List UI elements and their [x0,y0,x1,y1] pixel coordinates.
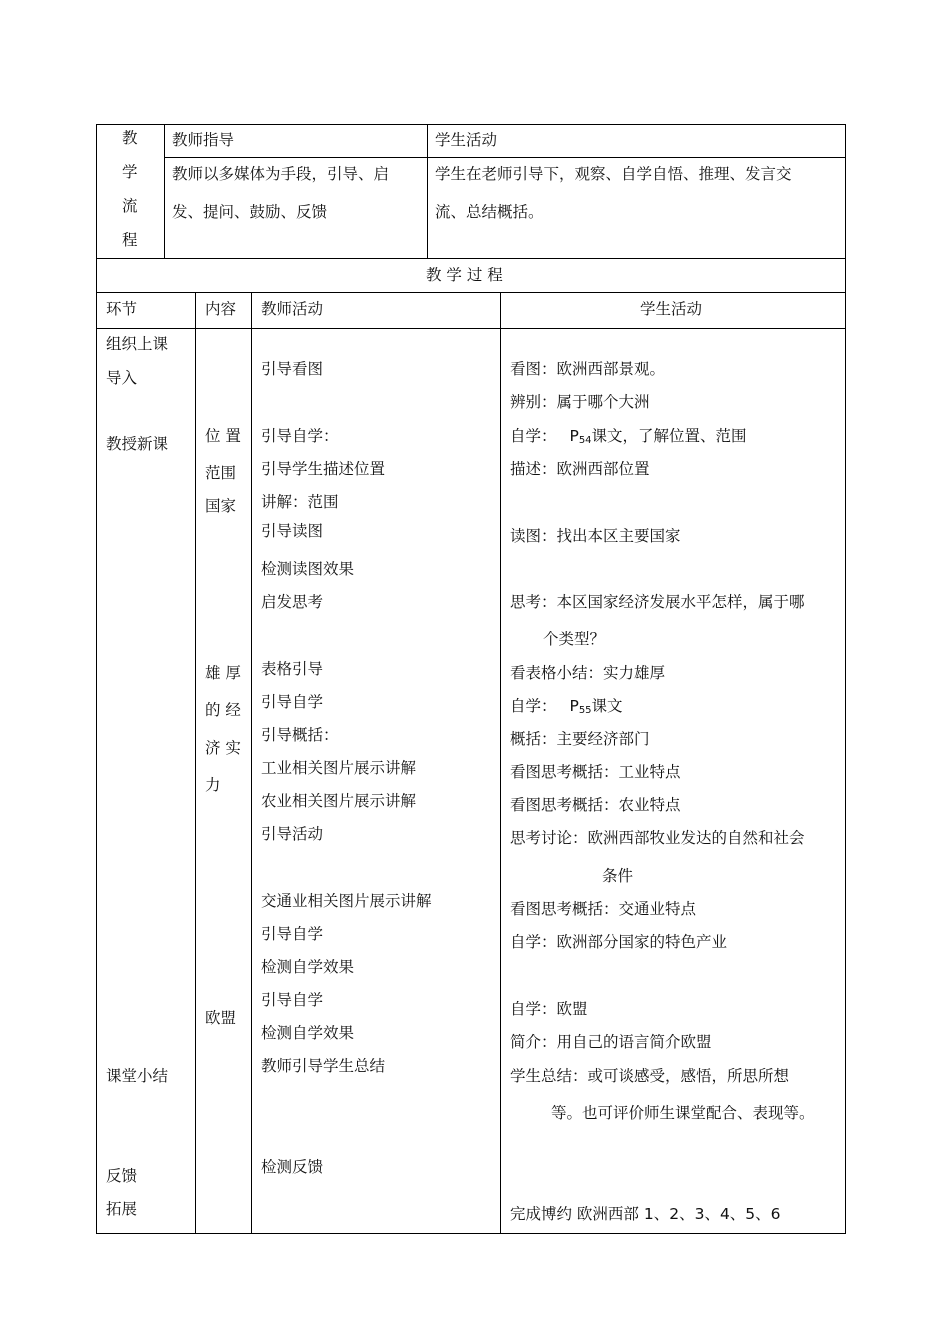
student-activity-prefix: 自学： [510,697,557,715]
student-activity: 学生总结：或可谈感受，感悟，所思所想 [510,1067,790,1085]
header-content: 内容 [205,300,237,318]
teacher-activity: 检测反馈 [261,1158,324,1176]
teacher-guidance-text: 发、提问、鼓励、反馈 [172,203,328,221]
page-ref: P [569,697,579,715]
student-activity: 简介：用自己的语言简介欧盟 [510,1033,712,1051]
flow-label-char: 学 [122,163,138,181]
student-activity: 条件 [602,867,634,885]
teacher-activity: 引导自学 [261,991,324,1009]
student-activity: 思考讨论：欧洲西部牧业发达的自然和社会 [510,829,805,847]
student-activity [510,424,747,446]
teacher-activity: 检测自学效果 [261,1024,355,1042]
teacher-activity: 讲解：范围 [261,493,339,511]
flow-header-divider [164,157,846,158]
teacher-activity: 引导学生描述位置 [261,460,386,478]
header-student: 学生活动 [640,300,703,318]
student-activity: 读图：找出本区主要国家 [510,527,681,545]
page-ref-number: 55 [578,705,592,716]
teacher-activity: 引导自学 [261,693,324,711]
table-top-border [96,124,846,125]
teacher-activity: 引导读图 [261,522,324,540]
page-ref: P [569,427,579,445]
stage-summary: 课堂小结 [106,1067,169,1085]
teacher-activity: 启发思考 [261,593,324,611]
content-col-divider [251,292,252,1233]
student-activity: 看图思考概括：农业特点 [510,796,681,814]
flow-label-char: 教 [122,129,138,147]
teacher-activity: 检测自学效果 [261,958,355,976]
content-eu: 欧盟 [205,1009,237,1027]
student-activity: 思考：本区国家经济发展水平怎样，属于哪 [510,593,805,611]
student-activity: 看图思考概括：工业特点 [510,763,681,781]
teacher-activity: 检测读图效果 [261,560,355,578]
student-activity: 描述：欧洲西部位置 [510,460,650,478]
student-activity-text: 流、总结概括。 [435,203,544,221]
stage-feedback: 反馈 [106,1167,138,1185]
header-stage: 环节 [106,300,138,318]
flow-label-char: 流 [122,197,138,215]
process-title: 教 学 过 程 [426,266,503,284]
stage-col-divider [195,292,196,1233]
stage-feedback: 拓展 [106,1200,138,1218]
teacher-guidance-text: 教师以多媒体为手段，引导、启 [172,165,390,183]
stage-new-lesson: 教授新课 [106,435,169,453]
teacher-activity: 农业相关图片展示讲解 [261,792,417,810]
flow-label-divider [164,124,165,258]
student-activity: 概括：主要经济部门 [510,730,650,748]
student-activity: 辨别：属于哪个大洲 [510,393,650,411]
teacher-activity: 引导概括： [261,726,339,744]
table-right-border [845,124,846,1234]
content-range: 范围 [205,464,237,482]
content-location: 位 置 [205,427,241,445]
student-activity-suffix: 课文，了解位置、范围 [591,427,747,445]
teacher-activity: 引导看图 [261,360,324,378]
teacher-activity: 引导自学： [261,427,339,445]
student-activity: 看图：欧洲西部景观。 [510,360,666,378]
content-economy: 雄 厚 [205,664,241,682]
page-ref-number: 54 [578,435,592,446]
content-economy: 力 [205,776,221,794]
stage-intro: 组织上课 [106,335,169,353]
content-economy: 济 实 [205,739,241,757]
header-teacher: 教师活动 [261,300,324,318]
process-header-divider [96,328,846,329]
teacher-guidance-header: 教师指导 [172,131,235,149]
flow-label-char: 程 [122,231,138,249]
table-bottom-border [96,1233,846,1234]
teacher-col-divider [500,292,501,1233]
teacher-activity: 交通业相关图片展示讲解 [261,892,432,910]
flow-bottom-border [96,258,846,259]
student-activity: 自学：欧洲部分国家的特色产业 [510,933,728,951]
student-activity: 等。也可评价师生课堂配合、表现等。 [551,1104,815,1122]
student-activity-header: 学生活动 [435,131,498,149]
process-title-divider [96,292,846,293]
teacher-activity: 表格引导 [261,660,324,678]
teacher-activity: 引导自学 [261,925,324,943]
teacher-activity: 引导活动 [261,825,324,843]
student-activity: 自学：欧盟 [510,1000,588,1018]
flow-col-divider [427,124,428,258]
student-activity: 完成博约 欧洲西部 1、2、3、4、5、6 [510,1205,781,1223]
student-activity-text: 学生在老师引导下，观察、自学自悟、推理、发言交 [435,165,792,183]
stage-intro: 导入 [106,369,138,387]
content-economy: 的 经 [205,701,241,719]
teacher-activity: 工业相关图片展示讲解 [261,759,417,777]
student-activity-suffix: 课文 [591,697,623,715]
student-activity: 个类型？ [543,630,606,648]
student-activity [510,694,623,716]
content-countries: 国家 [205,497,237,515]
table-left-border [96,124,97,1234]
teacher-activity: 教师引导学生总结 [261,1057,386,1075]
student-activity: 看表格小结：实力雄厚 [510,664,666,682]
student-activity: 看图思考概括：交通业特点 [510,900,697,918]
student-activity-prefix: 自学： [510,427,557,445]
